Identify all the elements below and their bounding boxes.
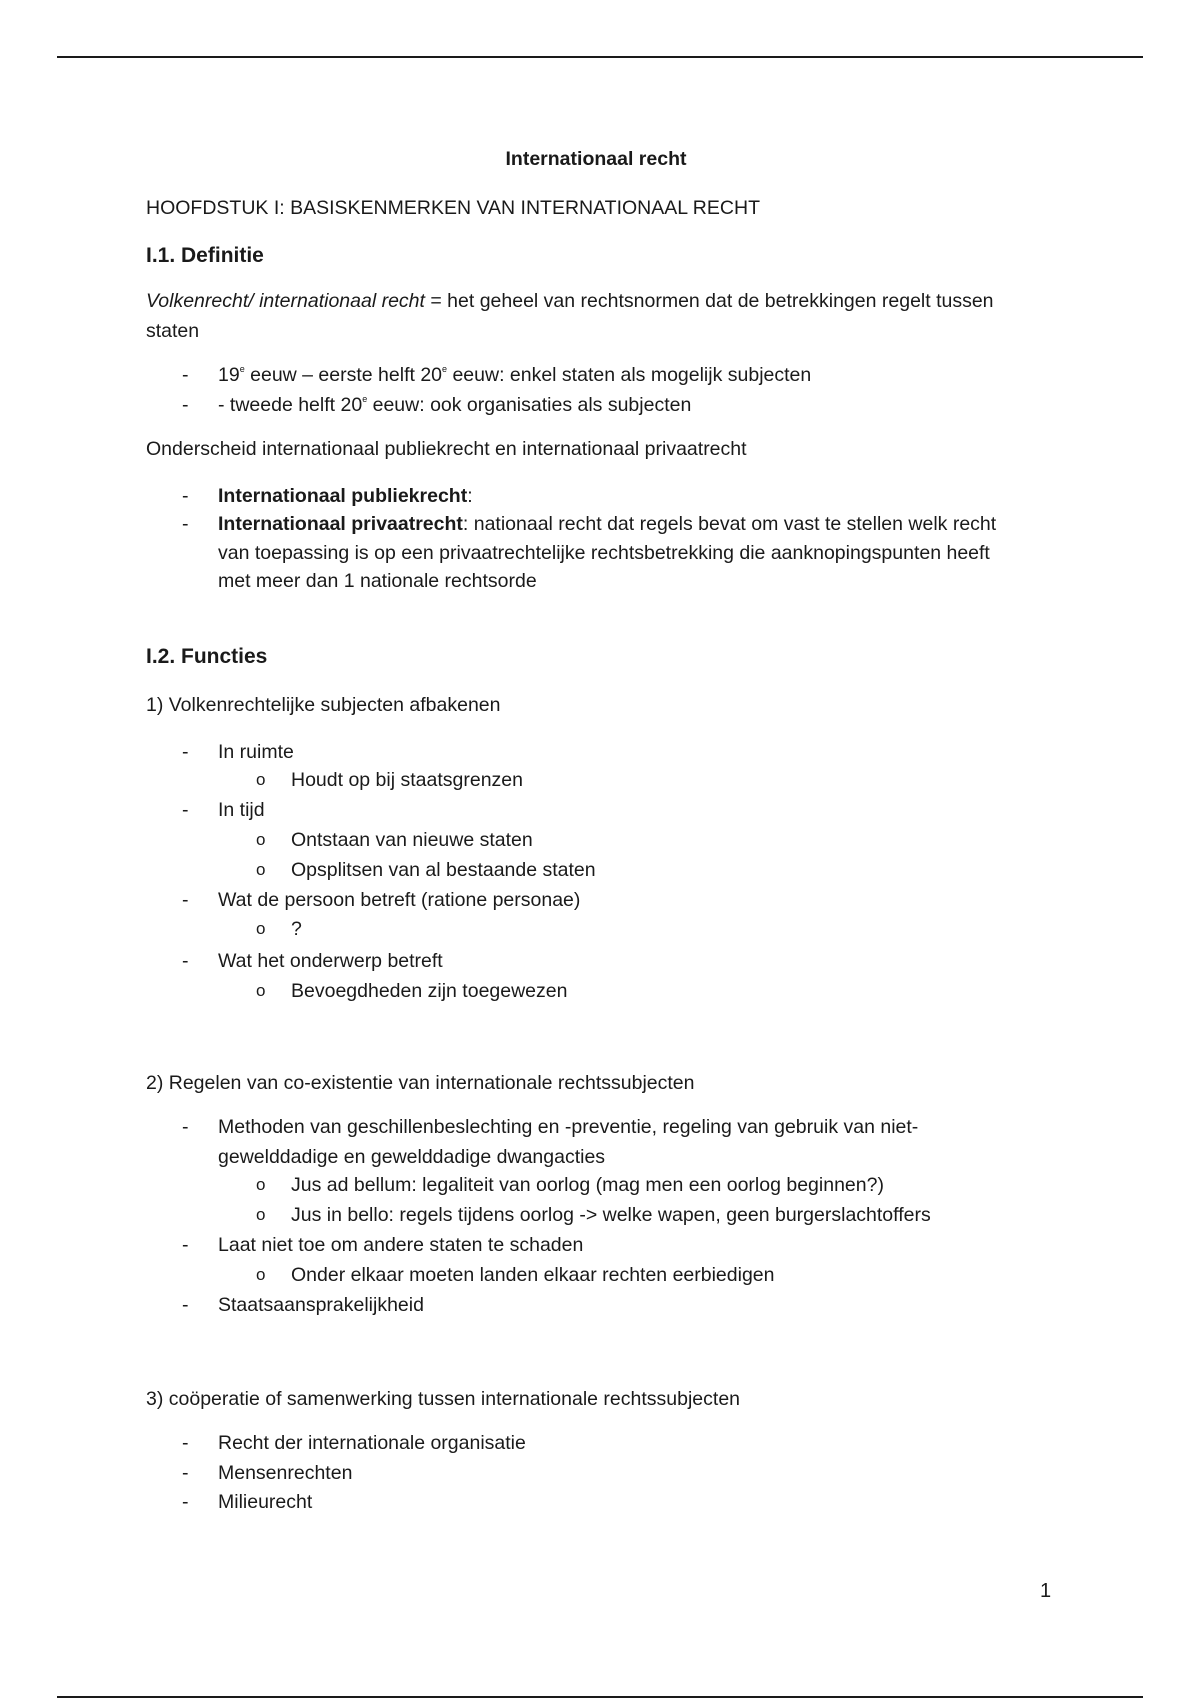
list-item-privaatrecht-cont: van toepassing is op een privaatrechtelijke rechtsbetrekking die aanknopingspunten heeft xyxy=(218,542,990,564)
list-item: - Wat de persoon betreft (ratione personae) xyxy=(218,885,580,915)
sub-list-item: o Onder elkaar moeten landen elkaar rechten eerbiedigen xyxy=(291,1260,774,1290)
bullet-dash: - xyxy=(182,1294,189,1316)
chapter-heading: HOOFDSTUK I: BASISKENMERKEN VAN INTERNATIONAAL RECHT xyxy=(146,197,760,219)
bullet-circle: o xyxy=(256,1175,266,1194)
section-heading-functies: I.2. Functies xyxy=(146,645,268,668)
sub-list-item: o Opsplitsen van al bestaande staten xyxy=(291,855,596,885)
list-item-privaatrecht-cont: met meer dan 1 nationale rechtsorde xyxy=(218,570,537,592)
list-item: - In tijd xyxy=(218,795,265,825)
bullet-dash: - xyxy=(182,485,189,507)
bullet-dash: - xyxy=(182,1116,189,1138)
list-item: - Methoden van geschillenbeslechting en -preventie, regeling van gebruik van niet- xyxy=(218,1112,918,1142)
function-1-title: 1) Volkenrechtelijke subjecten afbakenen xyxy=(146,694,501,716)
definition-paragraph xyxy=(146,286,994,316)
distinction-paragraph: Onderscheid internationaal publiekrecht en internationaal privaatrecht xyxy=(146,438,747,460)
page-number: 1 xyxy=(1040,1580,1052,1602)
list-item: - In ruimte xyxy=(218,737,294,767)
function-3-title: 3) coöperatie of samenwerking tussen internationale rechtssubjecten xyxy=(146,1388,741,1410)
bullet-circle: o xyxy=(256,860,266,879)
definition-paragraph-cont: staten xyxy=(146,320,200,342)
bullet-circle: o xyxy=(256,830,266,849)
bullet-dash: - xyxy=(182,364,189,386)
bullet-circle: o xyxy=(256,1265,266,1284)
sub-list-item: o Ontstaan van nieuwe staten xyxy=(291,825,533,855)
list-item: - Milieurecht xyxy=(218,1487,312,1517)
sub-list-item: o Jus ad bellum: legaliteit van oorlog (mag men een oorlog beginnen?) xyxy=(291,1170,884,1200)
list-item-privaatrecht: - Internationaal privaatrecht: nationaal recht dat regels bevat om vast te stellen welk recht xyxy=(218,509,996,539)
sub-list-item: o Houdt op bij staatsgrenzen xyxy=(291,765,523,795)
bullet-dash: - xyxy=(182,950,189,972)
list-item: - Wat het onderwerp betreft xyxy=(218,946,443,976)
list-item: - Mensenrechten xyxy=(218,1458,352,1488)
bottom-rule xyxy=(57,1696,1143,1698)
definition-text: = het geheel van rechtsnormen dat de betrekkingen regelt tussen xyxy=(424,290,994,312)
bullet-dash: - xyxy=(182,889,189,911)
bullet-dash: - xyxy=(182,394,189,416)
list-item: - Recht der internationale organisatie xyxy=(218,1428,526,1458)
bullet-circle: o xyxy=(256,919,266,938)
top-rule xyxy=(57,56,1143,58)
bullet-dash: - xyxy=(182,513,189,535)
section-heading-definitie: I.1. Definitie xyxy=(146,244,264,267)
sub-list-item: o ? xyxy=(291,914,302,944)
bullet-circle: o xyxy=(256,981,266,1000)
list-item: - Laat niet toe om andere staten te schaden xyxy=(218,1230,583,1260)
list-item: - - tweede helft 20e eeuw: ook organisaties als subjecten xyxy=(218,390,691,420)
definition-term: Volkenrecht/ internationaal recht xyxy=(146,290,425,312)
bullet-dash: - xyxy=(182,1462,189,1484)
sub-list-item: o Bevoegdheden zijn toegewezen xyxy=(291,976,567,1006)
bullet-circle: o xyxy=(256,1205,266,1224)
bullet-circle: o xyxy=(256,770,266,789)
bullet-dash: - xyxy=(182,1432,189,1454)
function-2-title: 2) Regelen van co-existentie van internationale rechtssubjecten xyxy=(146,1072,695,1094)
list-item: - 19e eeuw – eerste helft 20e eeuw: enkel staten als mogelijk subjecten xyxy=(218,360,811,390)
list-item-publiekrecht: - Internationaal publiekrecht: xyxy=(218,481,473,511)
bullet-dash: - xyxy=(182,1234,189,1256)
document-title: Internationaal recht xyxy=(505,148,687,170)
bullet-dash: - xyxy=(182,741,189,763)
list-item: - Staatsaansprakelijkheid xyxy=(218,1290,424,1320)
list-item-cont: gewelddadige en gewelddadige dwangacties xyxy=(218,1146,606,1168)
bullet-dash: - xyxy=(182,799,189,821)
sub-list-item: o Jus in bello: regels tijdens oorlog -> welke wapen, geen burgerslachtoffers xyxy=(291,1200,931,1230)
bullet-dash: - xyxy=(182,1491,189,1513)
